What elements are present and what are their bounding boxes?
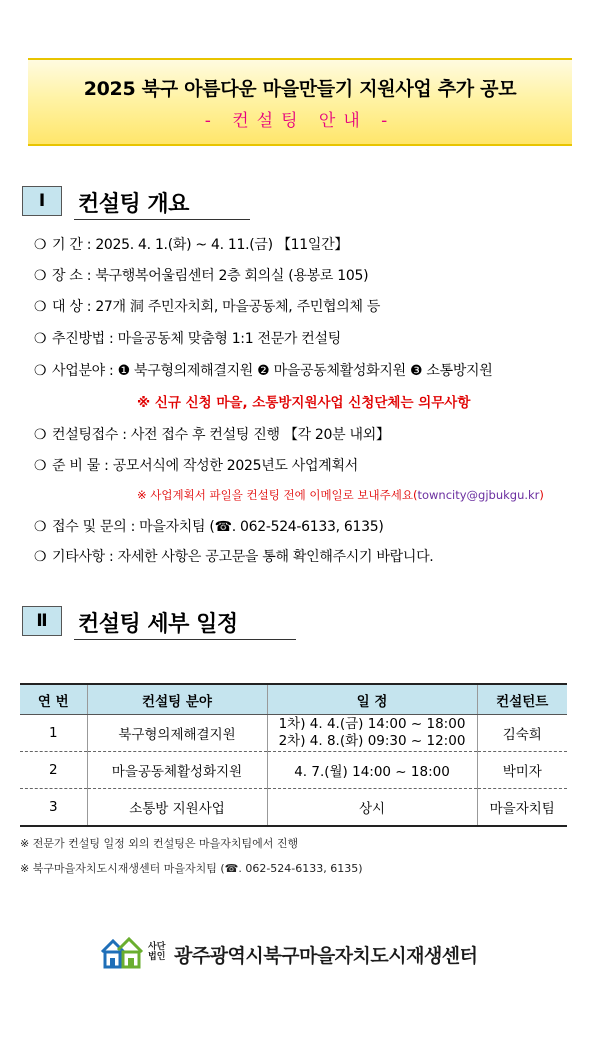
table-header-row — [20, 684, 567, 715]
schedule-table — [20, 683, 567, 827]
row-consultant: 김숙희 — [477, 715, 567, 752]
page-title: 2025 북구 아름다운 마을만들기 지원사업 추가 공모 — [83, 78, 517, 100]
row-number: 3 — [20, 789, 87, 826]
table-row — [20, 789, 567, 826]
page-subtitle: - 컨설팅 안내 - — [204, 111, 396, 131]
overview-etc: ❍ 기타사항 : 자세한 사항은 공고문을 통해 확인해주시기 바랍니다. — [34, 549, 434, 565]
table-row — [20, 715, 567, 752]
overview-method: ❍ 추진방법 : 마을공동체 맞춤형 1:1 전문가 컨설팅 — [34, 331, 341, 347]
row-consultant: 마을자치팀 — [477, 789, 567, 826]
section-2-underline — [74, 639, 296, 640]
overview-prepare: ❍ 준 비 물 : 공모서식에 작성한 2025년도 사업계획서 — [34, 458, 358, 474]
overview-target: ❍ 대 상 : 27개 洞 주민자치회, 마을공동체, 주민협의체 등 — [34, 299, 381, 315]
section-2-title: 컨설팅 세부 일정 — [78, 612, 238, 637]
col-header-no: 연 번 — [20, 684, 87, 715]
house-logo-icon — [100, 936, 144, 970]
prepare-note: ※ 사업계획서 파일을 컨설팅 전에 이메일로 보내주세요(towncity@gjbukgu.kr) — [137, 488, 544, 502]
row-number: 2 — [20, 752, 87, 789]
col-header-date: 일 정 — [267, 684, 477, 715]
title-banner — [28, 58, 572, 146]
row-date: 1차) 4. 4.(금) 14:00 ~ 18:00 2차) 4. 8.(화) 09:30 ~ 12:00 — [267, 715, 477, 752]
row-number: 1 — [20, 715, 87, 752]
overview-contact: ❍ 접수 및 문의 : 마을자치팀 (☎. 062-524-6133, 6135) — [34, 519, 384, 535]
row-field: 북구형의제해결지원 — [87, 715, 267, 752]
table-row — [20, 752, 567, 789]
row-consultant: 박미자 — [477, 752, 567, 789]
section-1-number: Ⅰ — [22, 186, 62, 216]
overview-period: ❍ 기 간 : 2025. 4. 1.(화) ~ 4. 11.(금) 【11일간】 — [34, 237, 349, 253]
logo-corporation-label: 사단 법인 — [148, 942, 166, 962]
overview-reception: ❍ 컨설팅접수 : 사전 접수 후 컨설팅 진행 【각 20분 내외】 — [34, 427, 390, 443]
overview-fields: ❍ 사업분야 : ❶ 북구형의제해결지원 ❷ 마을공동체활성화지원 ❸ 소통방지원 — [34, 363, 493, 379]
col-header-field: 컨설팅 분야 — [87, 684, 267, 715]
footnote-1: ※ 전문가 컨설팅 일정 외의 컨설팅은 마을자치팀에서 진행 — [20, 837, 299, 850]
email-link[interactable]: towncity@gjbukgu.kr — [417, 488, 540, 502]
footnote-2: ※ 북구마을자치도시재생센터 마을자치팀 (☎. 062-524-6133, 6135) — [20, 862, 363, 875]
row-date: 상시 — [267, 789, 477, 826]
row-field: 소통방 지원사업 — [87, 789, 267, 826]
row-field: 마을공동체활성화지원 — [87, 752, 267, 789]
logo-organization-name: 광주광역시북구마을자치도시재생센터 — [174, 945, 478, 967]
overview-venue: ❍ 장 소 : 북구행복어울림센터 2층 회의실 (용봉로 105) — [34, 268, 369, 284]
fields-note: ※ 신규 신청 마을, 소통방지원사업 신청단체는 의무사항 — [137, 395, 471, 411]
col-header-consultant: 컨설턴트 — [477, 684, 567, 715]
section-1-underline — [74, 219, 250, 220]
section-2-number: Ⅱ — [22, 606, 62, 636]
row-date: 4. 7.(월) 14:00 ~ 18:00 — [267, 752, 477, 789]
section-1-title: 컨설팅 개요 — [78, 192, 189, 217]
